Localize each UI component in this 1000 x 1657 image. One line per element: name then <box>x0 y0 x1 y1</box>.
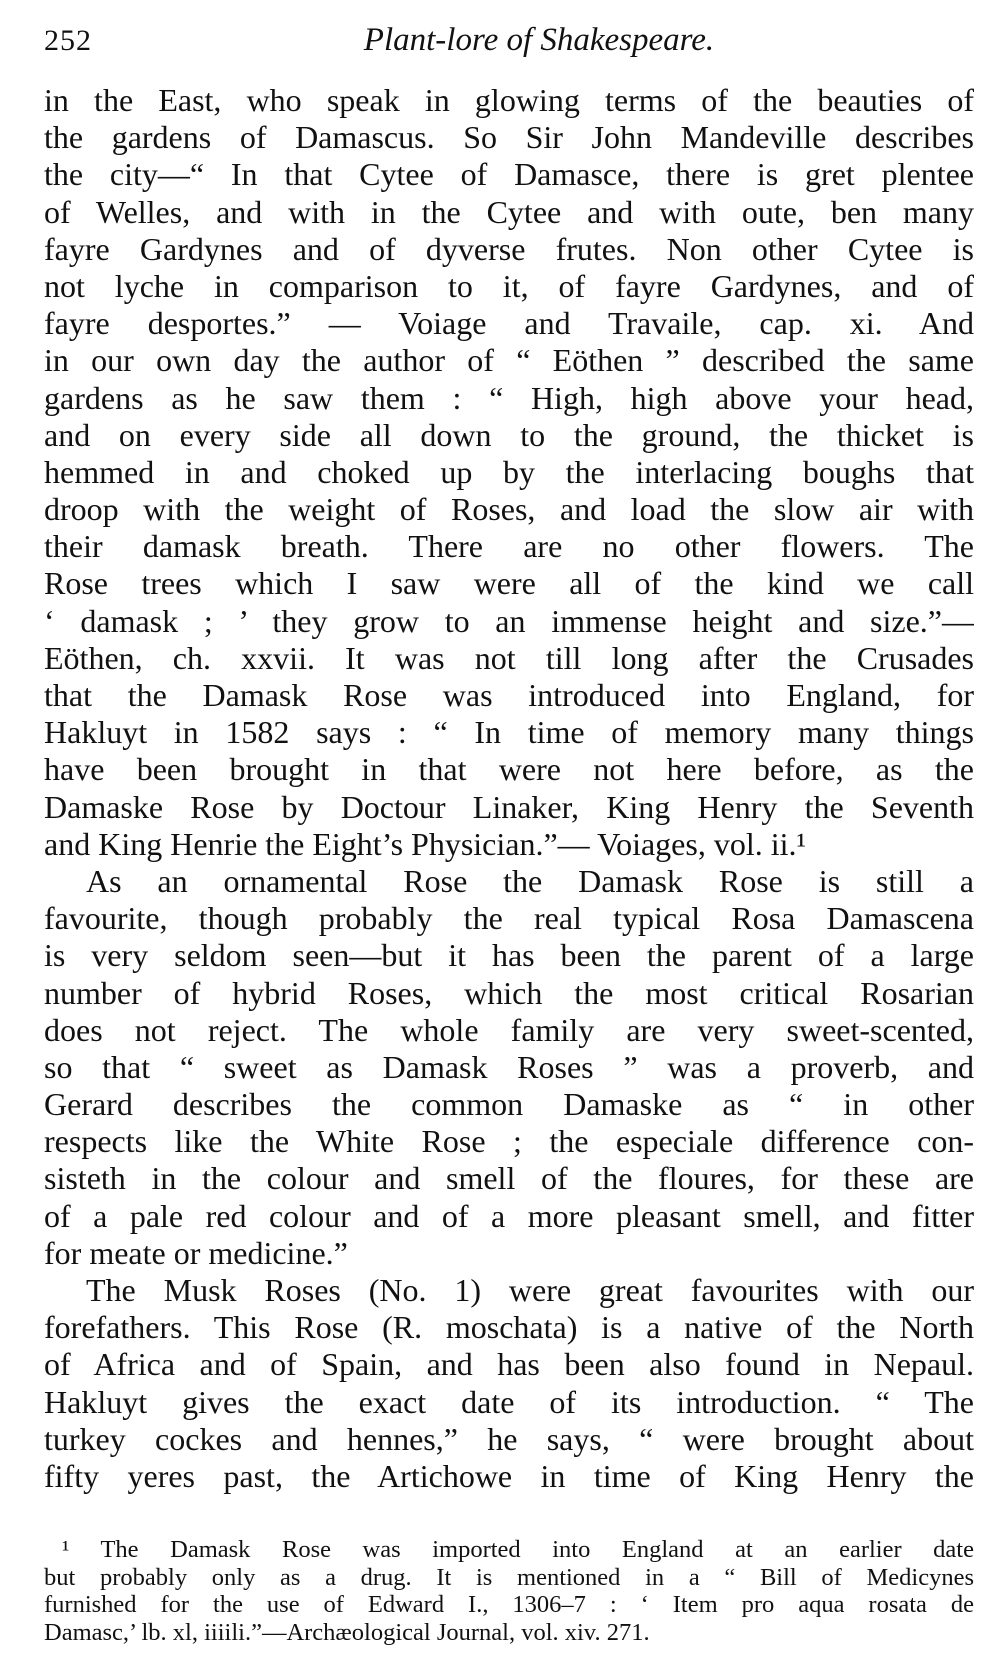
page-number: 252 <box>44 24 92 57</box>
footnote-line: furnished for the use of Edward I., 1306–7 : ‘ Item pro aqua rosata de <box>44 1591 974 1618</box>
text-line: in the East, who speak in glowing terms of the beauties of <box>44 82 974 118</box>
text-line: so that “ sweet as Damask Roses ” was a proverb, and <box>44 1048 974 1085</box>
text-line: fifty yeres past, the Artichowe in time of King Henry the <box>44 1457 974 1494</box>
text-line: respects like the White Rose ; the especiale difference con- <box>44 1123 974 1160</box>
text-line: not lyche in comparison to it, of fayre Gardynes, and of <box>44 267 974 304</box>
text-line: Hakluyt in 1582 says : “ In time of memory many things <box>44 714 974 751</box>
text-line: droop with the weight of Roses, and load the slow air with <box>44 491 974 528</box>
text-line: the city—“ In that Cytee of Damasce, there is gret plentee <box>44 156 974 193</box>
footnote-line: Damasc,’ lb. xl, iiiili.”—Archæological Journal, vol. xiv. 271. <box>44 1618 650 1646</box>
text-line: Gerard describes the common Damaske as “ in other <box>44 1086 974 1123</box>
footnote-line: ¹ The Damask Rose was imported into England at an earlier date <box>62 1536 974 1563</box>
text-line: fayre desportes.” — Voiage and Travaile, cap. xi. And <box>44 305 974 342</box>
body-text <box>44 82 974 1495</box>
text-line: hemmed in and choked up by the interlacing boughs that <box>44 453 974 490</box>
text-line: the gardens of Damascus. So Sir John Mandeville describes <box>44 119 974 156</box>
text-line: of a pale red colour and of a more pleasant smell, and fitter <box>44 1197 974 1234</box>
running-head: Plant-lore of Shakespeare. <box>363 22 715 58</box>
text-line: fayre Gardynes and of dyverse frutes. Non other Cytee is <box>44 230 974 267</box>
text-line: ‘ damask ; ’ they grow to an immense height and size.”— <box>44 602 974 639</box>
text-line: for meate or medicine.” <box>44 1234 348 1271</box>
text-line: turkey cockes and hennes,” he says, “ were brought about <box>44 1420 974 1457</box>
text-line: have been brought in that were not here before, as the <box>44 751 974 788</box>
footnote-line: but probably only as a drug. It is mentioned in a “ Bill of Medicynes <box>44 1563 974 1591</box>
text-line: Damaske Rose by Doctour Linaker, King Henry the Seventh <box>44 788 974 825</box>
text-line: their damask breath. There are no other flowers. The <box>44 528 974 565</box>
page-header <box>44 18 974 58</box>
text-line: favourite, though probably the real typical Rosa Damascena <box>44 900 974 937</box>
text-line: that the Damask Rose was introduced into England, for <box>44 677 974 713</box>
text-line: Rose trees which I saw were all of the kind we call <box>44 565 974 602</box>
text-line: Hakluyt gives the exact date of its introduction. “ The <box>44 1383 974 1420</box>
text-line: number of hybrid Roses, which the most critical Rosarian <box>44 974 974 1011</box>
text-line: The Musk Roses (No. 1) were great favourites with our <box>86 1272 974 1308</box>
text-line: of Africa and of Spain, and has been also found in Nepaul. <box>44 1346 974 1383</box>
text-line: is very seldom seen—but it has been the parent of a large <box>44 937 974 974</box>
text-line: sisteth in the colour and smell of the floures, for these are <box>44 1160 974 1197</box>
text-line: Eöthen, ch. xxvii. It was not till long after the Crusades <box>44 639 974 676</box>
text-line: does not reject. The whole family are very sweet-scented, <box>44 1011 974 1048</box>
text-line: in our own day the author of “ Eöthen ” described the same <box>44 342 974 379</box>
text-line: and King Henrie the Eight’s Physician.”— Voiages, vol. ii.¹ <box>44 825 807 862</box>
text-line: forefathers. This Rose (R. moschata) is a native of the North <box>44 1309 974 1346</box>
text-line: gardens as he saw them : “ High, high above your head, <box>44 379 974 416</box>
footnotes <box>44 1536 974 1646</box>
text-line: As an ornamental Rose the Damask Rose is still a <box>86 862 974 899</box>
text-line: and on every side all down to the ground, the thicket is <box>44 416 974 453</box>
text-line: of Welles, and with in the Cytee and with oute, ben many <box>44 193 974 230</box>
